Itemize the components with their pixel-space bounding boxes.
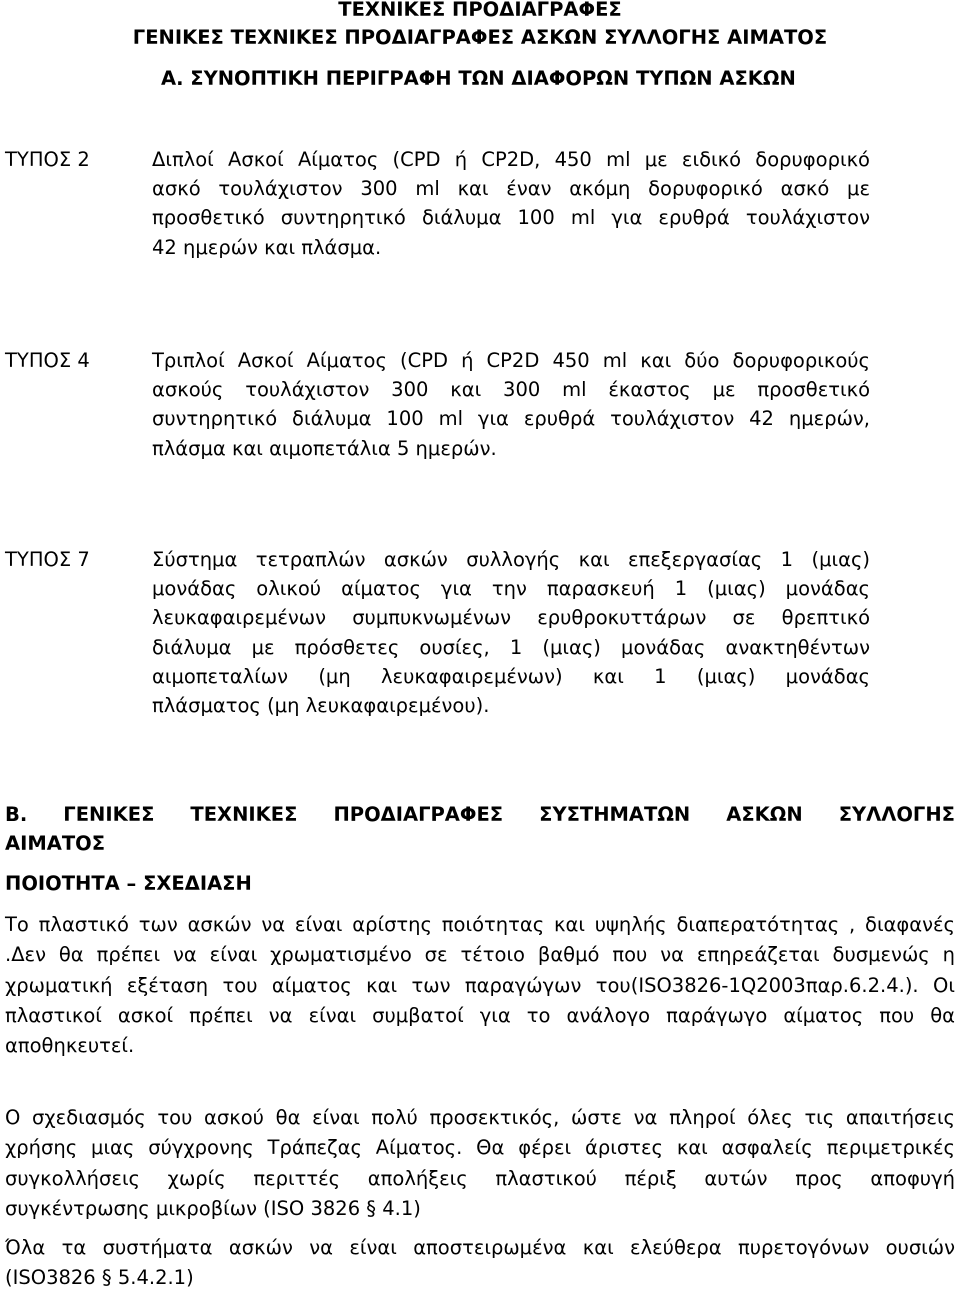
type-label: ΤΥΠΟΣ 4 (5, 349, 90, 372)
document-title: ΤΕΧΝΙΚΕΣ ΠΡΟΔΙΑΓΡΑΦΕΣ (338, 0, 622, 21)
text-line: ασκούς τουλάχιστον 300 και 300 ml έκαστος με προσθετικό (152, 378, 870, 402)
paragraph (5, 910, 955, 1061)
text-line: Όλα τα συστήματα ασκών να είναι αποστειρωμένα και ελεύθερα πυρετογόνων ουσιών (5, 1236, 955, 1259)
text-line: (ISO3826 § 5.4.2.1) (5, 1266, 194, 1290)
text-line: πλαστικοί ασκοί πρέπει να είναι συμβατοί για το ανάλογο παράγωγο αίματος που θα (5, 1003, 955, 1027)
text-line: πλάσματος (μη λευκαφαιρεμένου). (152, 694, 490, 718)
section-b-heading (5, 800, 955, 858)
section-b-heading-line: Β. ΓΕΝΙΚΕΣ ΤΕΧΝΙΚΕΣ ΠΡΟΔΙΑΓΡΑΦΕΣ ΣΥΣΤΗΜΑΤΩΝ ΑΣΚΩΝ ΣΥΛΛΟΓΗΣ (5, 803, 955, 826)
document-subtitle: ΓΕΝΙΚΕΣ ΤΕΧΝΙΚΕΣ ΠΡΟΔΙΑΓΡΑΦΕΣ ΑΣΚΩΝ ΣΥΛΛΟΓΗΣ ΑΙΜΑΤΟΣ (132, 26, 828, 49)
paragraph (5, 1103, 955, 1224)
type-label: ΤΥΠΟΣ 2 (5, 148, 90, 171)
text-line: ασκό τουλάχιστον 300 ml και έναν ακόμη δορυφορικό ασκό με (152, 177, 870, 201)
text-line: μονάδας ολικού αίματος για την παρασκευή 1 (μιας) μονάδας (152, 577, 870, 601)
text-line: αποθηκευτεί. (5, 1034, 135, 1058)
text-line: χρωματική εξέταση του αίματος και των παραγώγων του(ISO3826-1Q2003παρ.6.2.4.). Οι (5, 973, 955, 997)
text-line: πλάσμα και αιμοπετάλια 5 ημερών. (152, 436, 497, 460)
text-line: 42 ημερών και πλάσμα. (152, 235, 382, 259)
text-line: συγκολλήσεις χωρίς περιττές απολήξεις πλαστικού πέριξ αυτών προς αποφυγή (5, 1166, 955, 1190)
text-line: διάλυμα με πρόσθετες ουσίες, 1 (μιας) μονάδας ανακτηθέντων (152, 635, 870, 659)
text-line: συντηρητικό διάλυμα 100 ml για ερυθρά τουλάχιστον 42 ημερών, (152, 407, 870, 431)
text-line: συγκέντρωσης μικροβίων (ISO 3826 § 4.1) (5, 1196, 421, 1220)
type-description (152, 346, 870, 463)
text-line: χρήσης μιας σύγχρονης Τράπεζας Αίματος. Θα φέρει άριστες και ασφαλείς περιμετρικές (5, 1136, 955, 1160)
section-a-heading: Α. ΣΥΝΟΠΤΙΚΗ ΠΕΡΙΓΡΑΦΗ ΤΩΝ ΔΙΑΦΟΡΩΝ ΤΥΠΩΝ ΑΣΚΩΝ (161, 67, 796, 90)
section-b-heading-line: ΑΙΜΑΤΟΣ (5, 832, 106, 856)
type-description (152, 145, 870, 262)
text-line: .Δεν θα πρέπει να είναι χρωματισμένο σε τέτοιο βαθμό που να επηρεάζεται δυσμενώς η (5, 943, 955, 967)
text-line: Διπλοί Ασκοί Αίματος (CPD ή CP2D, 450 ml με ειδικό δορυφορικό (152, 148, 870, 171)
quality-design-subheading: ΠΟΙΟΤΗΤΑ – ΣΧΕΔΙΑΣΗ (5, 872, 252, 895)
text-line: Το πλαστικό των ασκών να είναι αρίστης ποιότητας και υψηλής διαπερατότητας , διαφανές (5, 913, 955, 936)
text-line: Ο σχεδιασμός του ασκού θα είναι πολύ προσεκτικός, ώστε να πληροί όλες τις απαιτήσεις (5, 1106, 955, 1129)
type-label: ΤΥΠΟΣ 7 (5, 548, 90, 571)
text-line: Τριπλοί Ασκοί Αίματος (CPD ή CP2D 450 ml και δύο δορυφορικούς (152, 349, 870, 372)
text-line: αιμοπεταλίων (μη λευκαφαιρεμένων) και 1 (μιας) μονάδας (152, 664, 870, 688)
paragraph (5, 1233, 955, 1294)
text-line: Σύστημα τετραπλών ασκών συλλογής και επεξεργασίας 1 (μιας) (152, 548, 870, 571)
text-line: προσθετικό συντηρητικό διάλυμα 100 ml για ερυθρά τουλάχιστον (152, 206, 870, 230)
type-description (152, 545, 870, 720)
text-line: λευκαφαιρεμένων συμπυκνωμένων ερυθροκυττάρων σε θρεπτικό (152, 606, 870, 630)
